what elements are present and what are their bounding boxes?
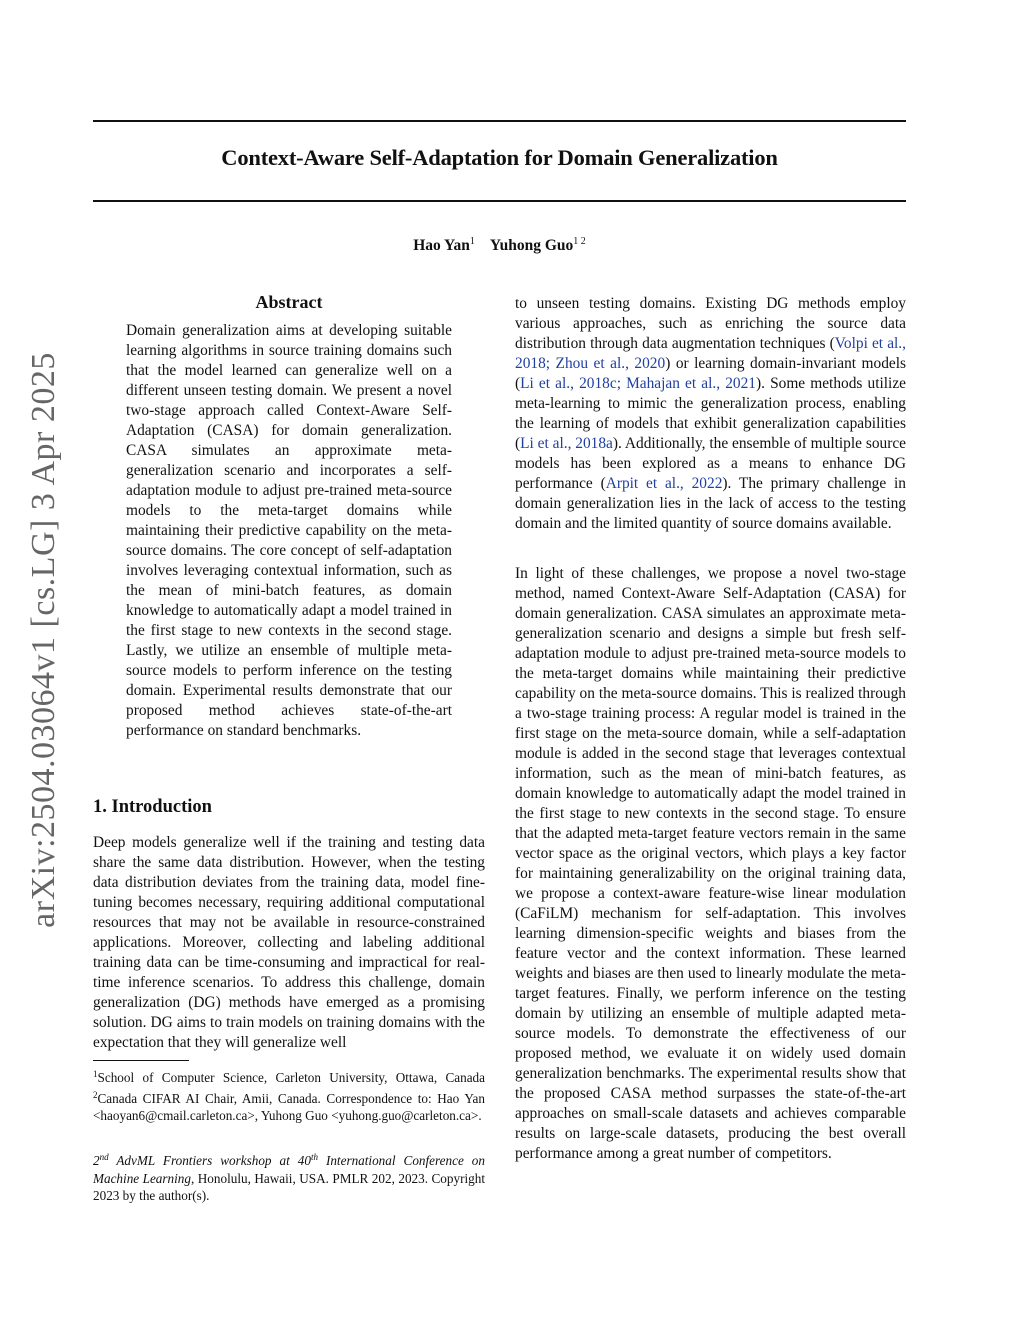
title-bottom-rule <box>93 200 906 202</box>
author-name: Hao Yan <box>413 237 470 254</box>
author-list <box>93 236 906 255</box>
footnote-text: School of Computer Science, Carleton University, Ottawa, Canada <box>97 1070 485 1085</box>
footnote-text: Canada CIFAR AI Chair, Amii, Canada. Correspondence to: Hao Yan <haoyan6@cmail.carleton.ca>, Yuhong Guo <yuhong.guo@carleton.ca>. <box>93 1090 485 1123</box>
author-affiliation: 1 2 <box>573 236 586 247</box>
citation-link[interactable]: Arpit et al., 2022 <box>605 475 723 492</box>
abstract-body: Domain generalization aims at developing suitable learning algorithms in source training domains such that the model learned can generalize well on a different unseen testing domain. We present a novel two-stage approach called Context-Aware Self-Adaptation (CASA) for domain generalization. CASA simulates an approximate meta-generalization scenario and incorporates a self-adaptation module to adjust pre-trained meta-source models to the meta-target domains while maintaining their predictive capability on the meta-source domains. The core concept of self-adaptation involves leveraging contextual information, such as the mean of mini-batch features, as domain knowledge to automatically adapt a model trained in the first stage to new contexts in the second stage. Lastly, we utilize an ensemble of multiple meta-source models to perform inference on the testing domain. Experimental results demonstrate that our proposed method achieves state-of-the-art performance on standard benchmarks. <box>126 322 452 739</box>
arxiv-identifier: arXiv:2504.03064v1 [cs.LG] 3 Apr 2025 <box>25 352 62 928</box>
footnote-text: International Conference on Machine Learning <box>93 1153 485 1186</box>
author-name: Yuhong Guo <box>489 237 574 254</box>
section-heading-introduction: 1. Introduction <box>93 797 212 817</box>
footnote-text: nd <box>99 1152 109 1162</box>
abstract-heading: Abstract <box>255 292 323 312</box>
footnote-text: 2 <box>93 1153 100 1168</box>
citation-link[interactable]: Volpi et al., 2018; Zhou et al., 2020 <box>515 335 906 372</box>
footnote-rule <box>93 1060 189 1061</box>
intro-paragraph-left: Deep models generalize well if the training and testing data share the same data distribution. However, when the testing data distribution deviates from the training data, model fine-tuning becomes necessary, requiring additional computational resources that may not be available in resource-constrained applications. Moreover, collecting and labeling additional training data can be time-consuming and impractical for real-time inference scenarios. To address this challenge, domain generalization (DG) methods have emerged as a promising solution. DG aims to train models on training domains with the expectation that they will generalize well <box>93 834 485 1051</box>
footnote-venue <box>93 1149 485 1205</box>
intro-paragraph-right-1 <box>515 294 906 534</box>
footnote-text: , Honolulu, Hawaii, USA. PMLR 202, 2023. Copyright 2023 by the author(s). <box>93 1170 485 1203</box>
footnote-text: AdvML Frontiers workshop at <box>108 1153 298 1168</box>
footnote-mark: 2 <box>93 1089 98 1100</box>
footnote-affiliations <box>93 1066 485 1125</box>
top-rule <box>93 120 906 122</box>
author-affiliation: 1 <box>469 236 475 247</box>
footnote-mark: 1 <box>93 1069 98 1079</box>
paper-title: Context-Aware Self-Adaptation for Domain Generalization <box>221 145 778 170</box>
citation-link[interactable]: Li et al., 2018a <box>520 435 613 452</box>
citation-link[interactable]: Li et al., 2018c; Mahajan et al., 2021 <box>520 375 756 392</box>
footnote-text: th <box>310 1152 318 1162</box>
paragraph-text: to unseen testing domains. Existing DG methods employ various approaches, such as enriching the source data distribution through data augmentation techniques ( <box>515 295 906 352</box>
paragraph-text: ) or learning domain-invariant models ( <box>515 355 906 392</box>
intro-paragraph-right-2: In light of these challenges, we propose a novel two-stage method, named Context-Aware Self-Adaptation (CASA) for domain generalization. CASA simulates an approximate meta-generalization scenario and designs a simple but fresh self-adaptation module to adjust pre-trained meta-source models to the meta-target domains while maintaining their predictive capability on the meta-source domains. This is realized through a two-stage training process: A regular model is trained in the first stage on the meta-source domain, while a self-adaptation module is added in the second stage that leverages contextual information, such as the mean of mini-batch features, as domain knowledge to automatically adapt the model trained in the first stage to new contexts in the second stage. To ensure that the adapted meta-target feature vectors remain in the same vector space as the original vectors, which plays a key factor for maintaining generalizability on the original training data, we propose a context-aware feature-wise linear modulation (CaFiLM) mechanism for self-adaptation. This involves learning dimension-specific weights and biases from the feature vector and the context information. These learned weights and biases are then used to linearly modulate the meta-target features. Finally, we perform inference on the testing domain by utilizing an ensemble of multiple adapted meta-source models. To demonstrate the effectiveness of our proposed method, we evaluate it on widely used domain generalization benchmarks. The experimental results show that the proposed CASA method surpasses the state-of-the-art approaches on small-scale datasets and achieves comparable results on large-scale datasets, producing the best overall performance among a great number of competitors. <box>515 565 906 1162</box>
paragraph-text: ). Some methods utilize meta-learning to mimic the generalization process, enabling the learning of models that exhibit generalization capabilities ( <box>515 375 906 452</box>
paragraph-text: ). Additionally, the ensemble of multiple source models has been explored as a means to enhance DG performance ( <box>515 435 906 492</box>
footnote-text: 40 <box>297 1153 311 1168</box>
paragraph-text: ). The primary challenge in domain generalization lies in the lack of access to the testing domain and the limited quantity of source domains available. <box>515 475 906 532</box>
